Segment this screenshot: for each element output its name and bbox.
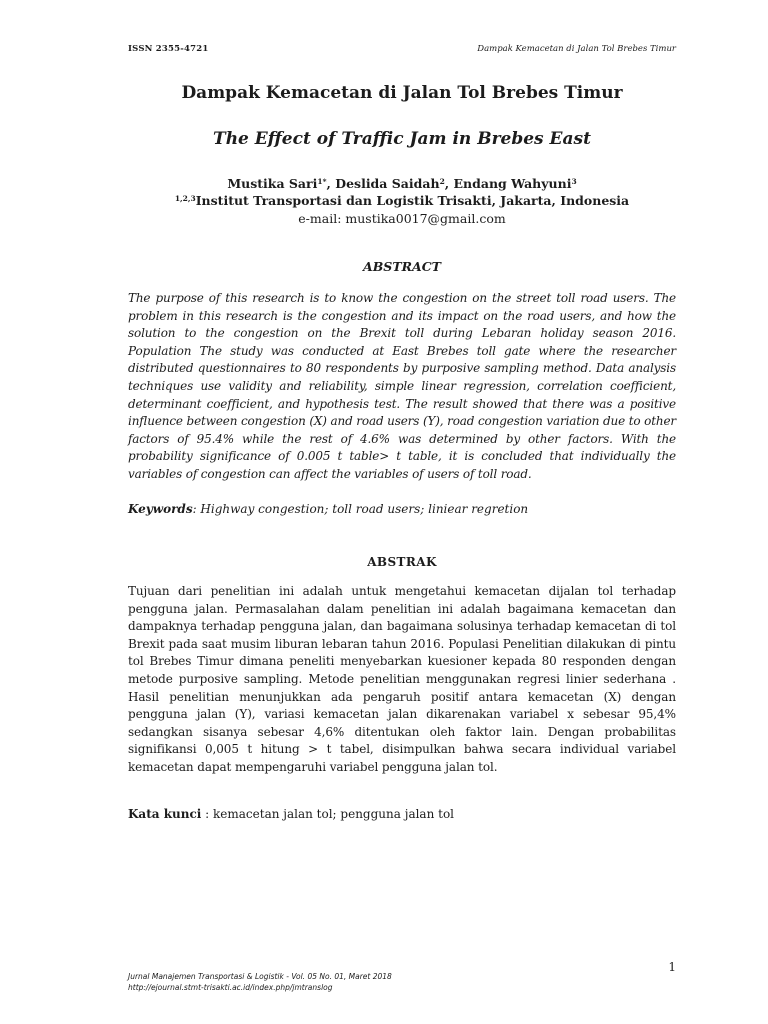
author-name: Mustika Sari	[227, 176, 318, 191]
abstract-text: The purpose of this research is to know the congestion on the street toll road users. The problem in this research is the congestion and its impact on the road users, and how the solution to the congestion on the Brexit toll during Lebaran holiday season 2016. Population The study was conducted at East Brebes toll gate where the researcher distributed questionnaires to 80 respondents by purposive sampling method. Data analysis techniques use validity and reliability, simple linear regression, correlation coefficient, determinant coefficient, and hypothesis test. The result showed that there was a positive influence between congestion (X) and road users (Y), road congestion variation due to other factors of 95.4% while the rest of 4.6% was determined by other factors. With the probability significance of 0.005 t table> t table, it is concluded that individually the variables of congestion can affect the variables of users of toll road.	[128, 291, 676, 481]
keywords	[128, 502, 676, 516]
author-marker: 3	[571, 177, 577, 186]
page-number: 1	[668, 960, 676, 974]
author-marker: 1*	[317, 177, 327, 186]
abstrak-heading: ABSTRAK	[367, 555, 437, 569]
author-name: Deslida Saidah	[335, 176, 440, 191]
issn-label: ISSN 2355-4721	[128, 44, 209, 54]
keywords-text: : Highway congestion; toll road users; liniear regretion	[192, 502, 529, 516]
footer-journal: Jurnal Manajemen Transportasi & Logistik - Vol. 05 No. 01, Maret 2018	[128, 972, 392, 981]
footer-url: http://ejournal.stmt-trisakti.ac.id/index.php/jmtranslog	[128, 983, 333, 992]
paper-title: Dampak Kemacetan di Jalan Tol Brebes Timur	[181, 83, 623, 103]
affiliation-text: Institut Transportasi dan Logistik Trisakti, Jakarta, Indonesia	[195, 193, 630, 208]
author-name: Endang Wahyuni	[453, 176, 572, 191]
author-list: Mustika Sari$^{1*}$, Deslida Saidah$^2$, Endang Wahyuni$^3$	[227, 176, 577, 191]
keywords-label: Keywords	[128, 502, 193, 516]
affiliation	[128, 191, 676, 211]
author-email: e-mail: mustika0017@gmail.com	[298, 211, 506, 226]
paper-subtitle: The Effect of Traffic Jam in Brebes East	[213, 129, 591, 149]
abstract-heading: ABSTRACT	[363, 259, 441, 274]
author-marker: 2	[439, 177, 445, 186]
running-title: Dampak Kemacetan di Jalan Tol Brebes Timur	[477, 44, 676, 54]
abstrak-text: Tujuan dari penelitian ini adalah untuk mengetahui kemacetan dijalan tol terhadap pengguna jalan. Permasalahan dalam penelitian ini adalah bagaimana kemacetan dan dampaknya terhadap pengguna jalan, dan bagaimana solusinya terhadap kemacetan di tol Brexit pada saat musim liburan lebaran tahun 2016. Populasi Penelitian dilakukan di pintu tol Brebes Timur dimana peneliti menyebarkan kuesioner kepada 80 responden dengan metode purposive sampling. Metode penelitian menggunakan regresi linier sederhana . Hasil penelitian menunjukkan ada pengaruh positif antara kemacetan (X) dengan pengguna jalan (Y), variasi kemacetan jalan dikarenakan variabel x sebesar 95,4% sedangkan sisanya sebesar 4,6% ditentukan oleh faktor lain. Dengan probabilitas signifikansi 0,005 t hitung > t tabel, disimpulkan bahwa secara individual variabel kemacetan dapat mempengaruhi variabel pengguna jalan tol.	[128, 584, 676, 774]
kata-kunci-label: Kata kunci	[128, 807, 202, 821]
affiliation-marker: 1,2,3	[174, 194, 196, 203]
running-header	[128, 44, 676, 54]
kata-kunci	[128, 807, 676, 821]
kata-kunci-text: : kemacetan jalan tol; pengguna jalan tol	[201, 807, 455, 821]
footer	[128, 971, 548, 993]
